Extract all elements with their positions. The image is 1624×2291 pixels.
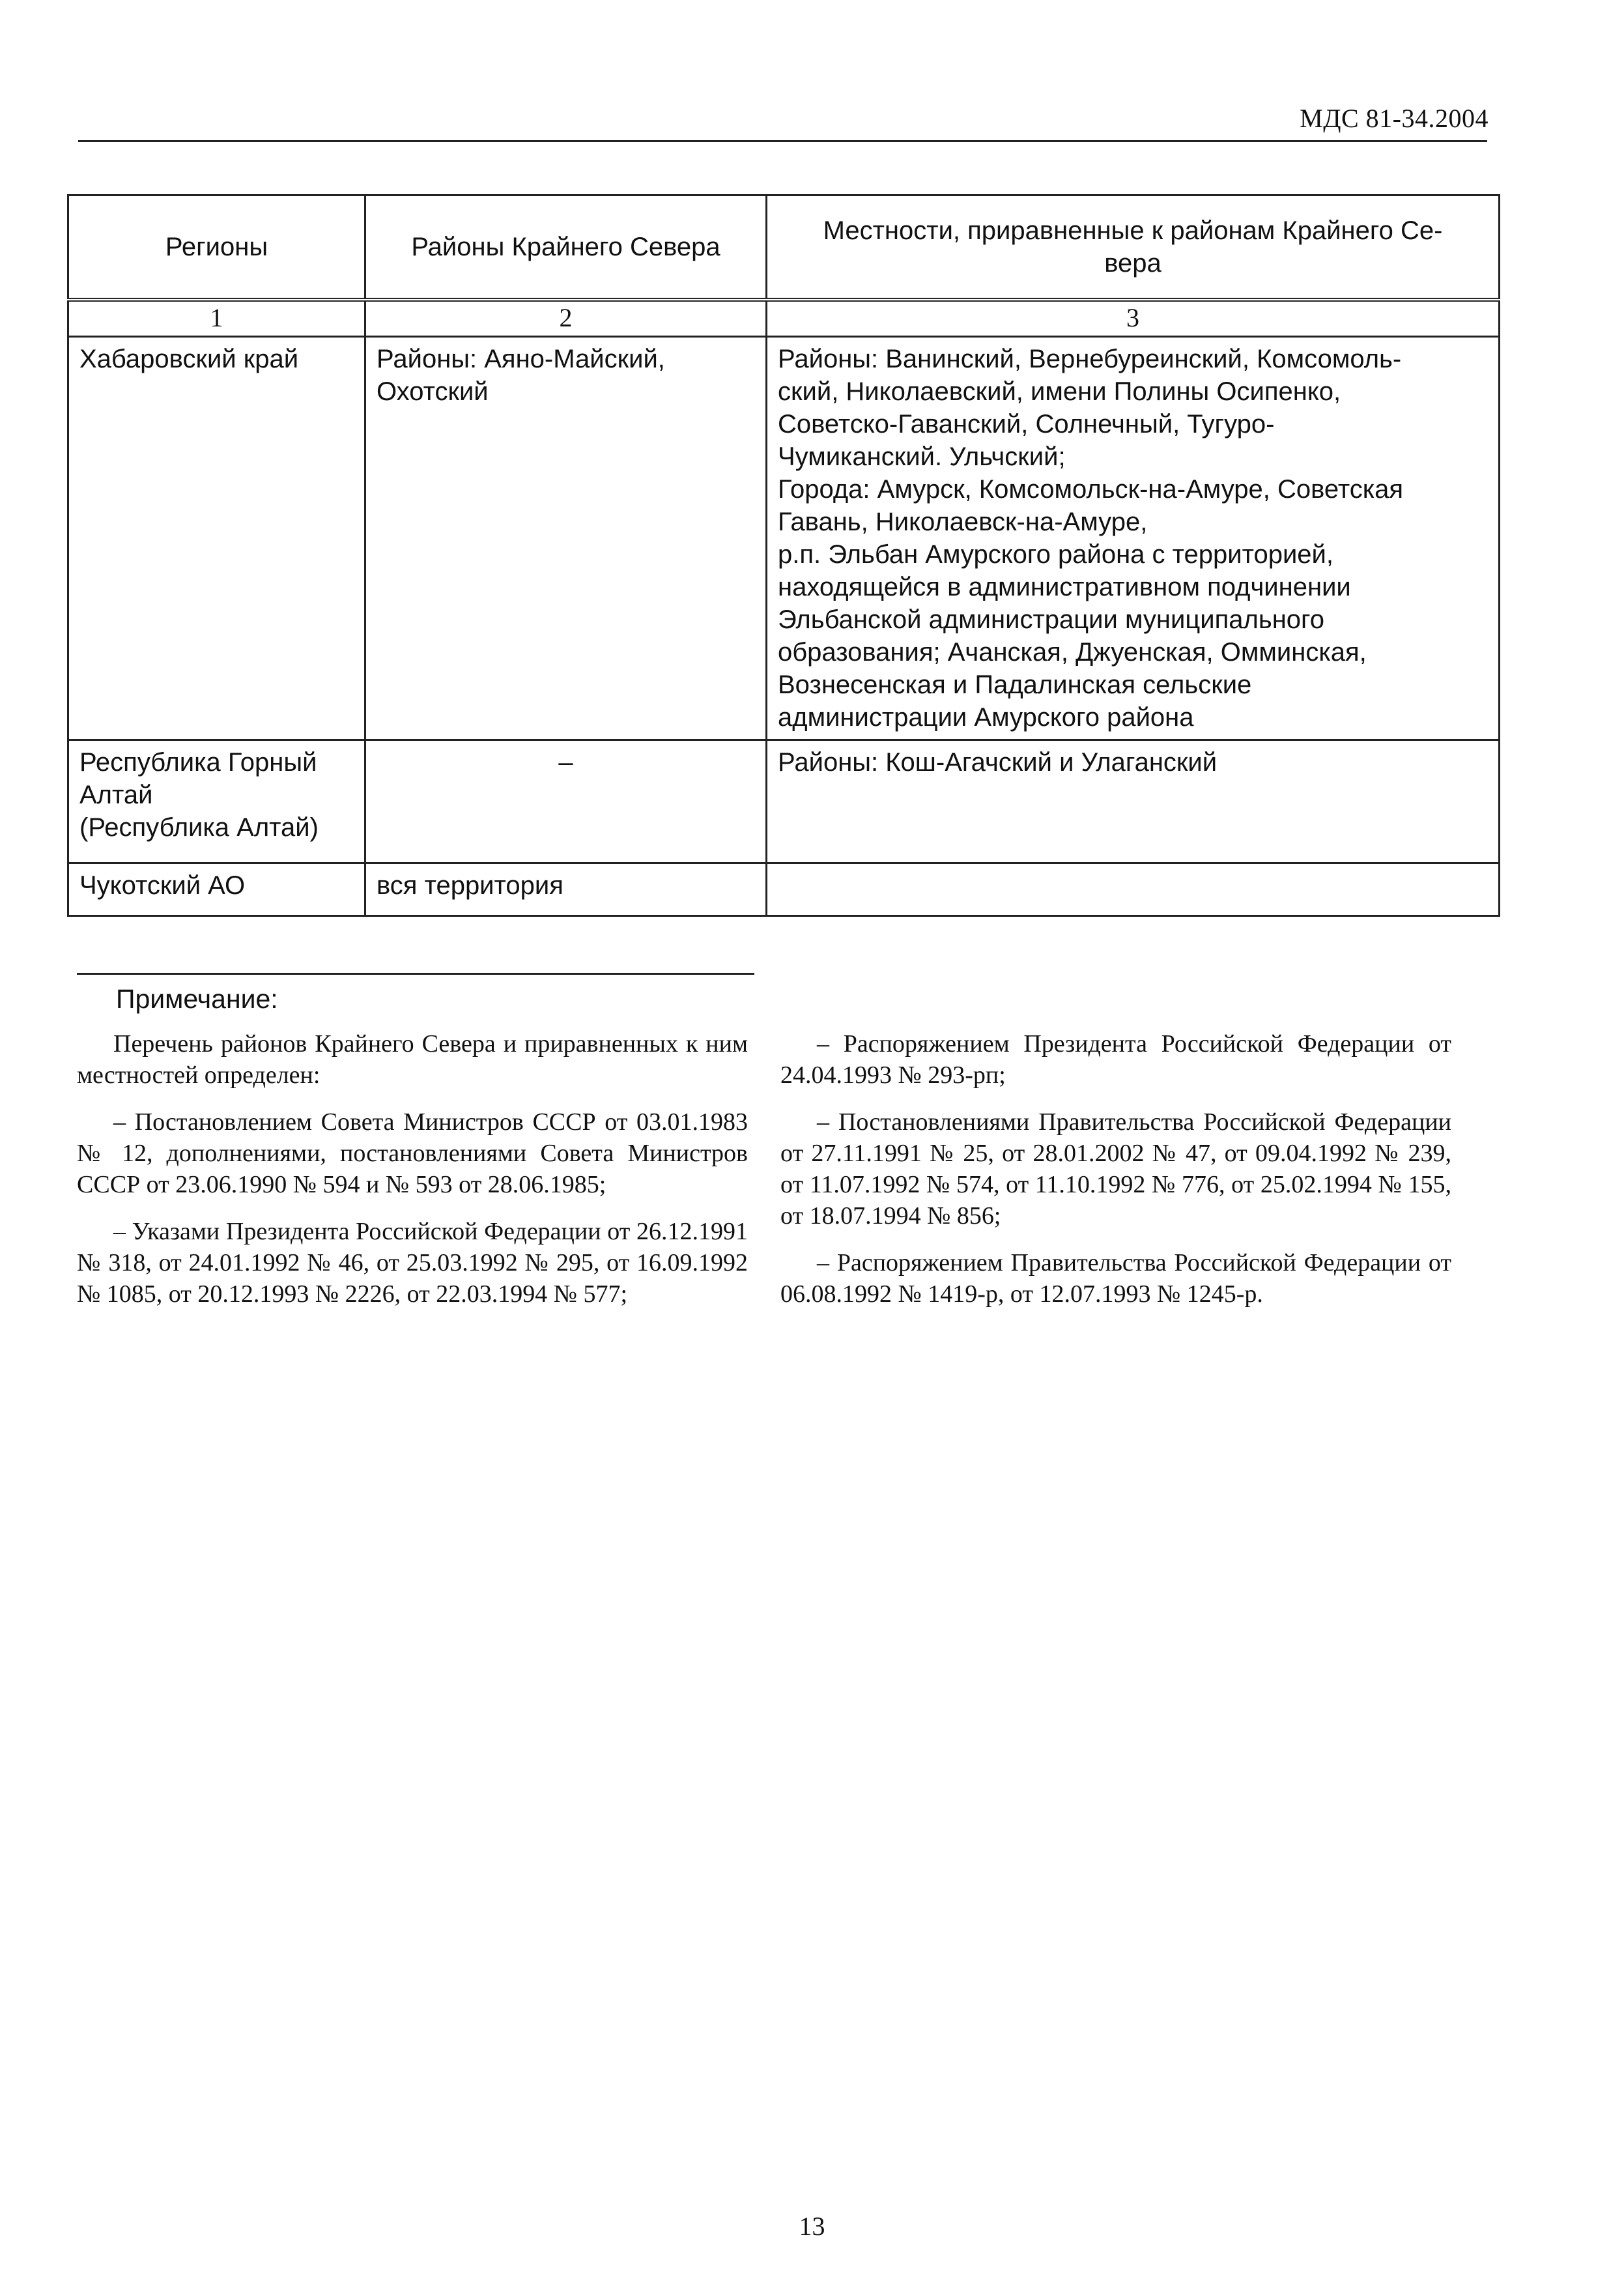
cell-line: находящейся в административном подчинении (778, 573, 1351, 601)
header-equated-areas (767, 195, 1500, 300)
header-regions: Регионы (68, 195, 365, 300)
table-row (68, 337, 1500, 740)
note-title: Примечание: (116, 984, 278, 1014)
cell-line: Города: Амурск, Комсомольск-на-Амуре, Советская (778, 475, 1403, 504)
region-cell: Чукотский АО (68, 863, 365, 916)
header-rule (78, 140, 1487, 142)
cell-line: Алтай (79, 781, 153, 809)
note-paragraph: Перечень районов Крайнего Севера и приравненных к ним местностей определен: (77, 1030, 748, 1089)
document-code: МДС 81-34.2004 (1300, 104, 1489, 133)
note-paragraph: – Распоряжением Правительства Российской Федерации от 06.08.1992 № 1419-р, от 12.07.1993 № 1245-р. (780, 1249, 1451, 1308)
region-cell (68, 740, 365, 863)
cell-line: образования; Ачанская, Джуенская, Омминская, (778, 638, 1367, 667)
column-number-row (68, 300, 1500, 337)
far-north-cell: вся территория (365, 863, 767, 916)
column-number: 2 (365, 300, 767, 337)
column-number: 1 (68, 300, 365, 337)
cell-line: Районы: Ванинский, Вернебуреинский, Комсомоль- (778, 345, 1402, 373)
column-number: 3 (767, 300, 1500, 337)
region-cell: Хабаровский край (68, 337, 365, 740)
cell-line: Охотский (377, 377, 489, 406)
far-north-cell (365, 337, 767, 740)
cell-line: ский, Николаевский, имени Полины Осипенко, (778, 377, 1341, 406)
page-number: 13 (799, 2212, 825, 2241)
note-rule (77, 973, 754, 975)
note-paragraph: – Постановлениями Правительства Российской Федерации от 27.11.1991 № 25, от 28.01.2002 № 47, от 09.04.1992 № 239, от 11.07.1992 № 574, от 11.10.1992 № 776, от 25.02.1994 № 155, от 18.07.1994 № 856; (780, 1108, 1451, 1230)
cell-line: Чумиканский. Ульчский; (778, 442, 1066, 471)
table-row (68, 863, 1500, 916)
regions-table (67, 194, 1500, 917)
equated-cell (767, 863, 1500, 916)
cell-line: администрации Амурского района (778, 703, 1194, 732)
far-north-cell: – (365, 740, 767, 863)
table-row (68, 740, 1500, 863)
cell-line: Вознесенская и Падалинская сельские (778, 670, 1252, 699)
equated-cell: Районы: Кош-Агачский и Улаганский (767, 740, 1500, 863)
note-right-column (780, 1028, 1451, 1325)
cell-line: Эльбанской администрации муниципального (778, 605, 1324, 634)
cell-line: Районы: Аяно-Майский, (377, 345, 665, 373)
note-paragraph: – Постановлением Совета Министров СССР от 03.01.1983 № 12, дополнениями, постановлениями Совета Министров СССР от 23.06.1990 № 594 и № 593 от 28.06.1985; (77, 1108, 748, 1198)
cell-line: Гавань, Николаевск-на-Амуре, (778, 508, 1148, 536)
cell-line: (Республика Алтай) (79, 813, 319, 842)
header-far-north: Районы Крайнего Севера (365, 195, 767, 300)
cell-line: Советско-Гаванский, Солнечный, Тугуро- (778, 410, 1275, 439)
note-paragraph: – Распоряжением Президента Российской Федерации от 24.04.1993 № 293-рп; (780, 1030, 1451, 1089)
note-left-column (77, 1028, 748, 1325)
header-equated-line: Местности, приравненные к районам Крайнего Се- (823, 216, 1443, 245)
header-equated-line: вера (1104, 249, 1161, 278)
cell-line: р.п. Эльбан Амурского района с территорией, (778, 540, 1333, 569)
table-header-row (68, 195, 1500, 300)
note-paragraph: – Указами Президента Российской Федерации от 26.12.1991 № 318, от 24.01.1992 № 46, от 25.03.1992 № 295, от 16.09.1992 № 1085, от 20.12.1993 № 2226, от 22.03.1994 № 577; (77, 1218, 748, 1308)
cell-line: Республика Горный (79, 748, 317, 777)
equated-cell (767, 337, 1500, 740)
